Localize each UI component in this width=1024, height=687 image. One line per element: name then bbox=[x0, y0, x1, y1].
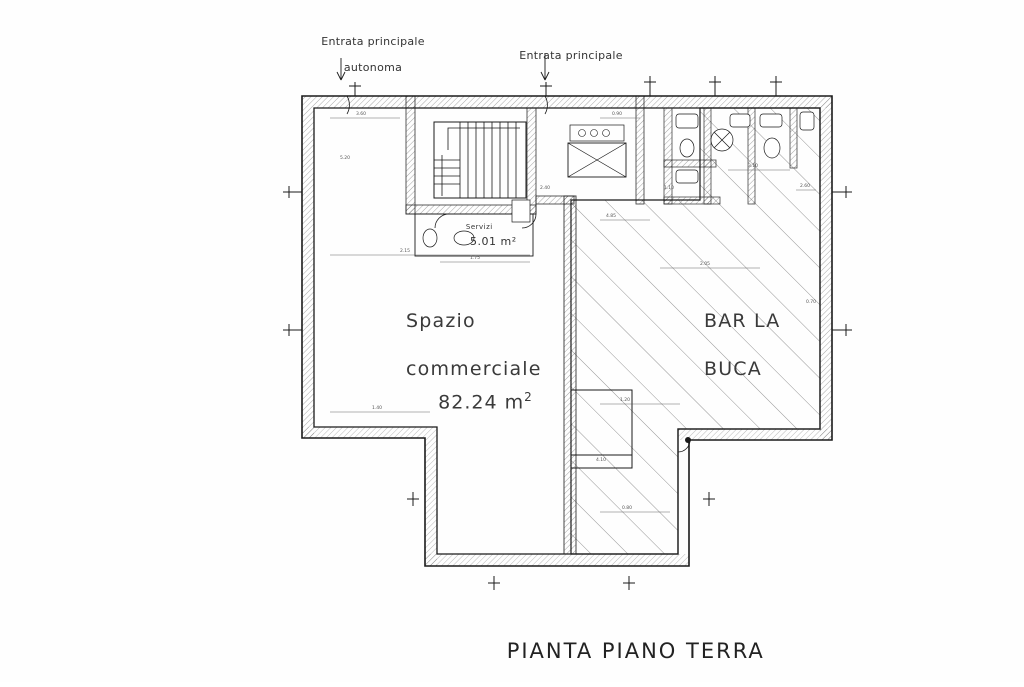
bathroom-label-text: Servizi bbox=[465, 223, 493, 231]
dimension-text: 0.90 bbox=[612, 112, 623, 117]
dimension-text: 1.40 bbox=[372, 406, 383, 411]
room-label-line2: commerciale bbox=[405, 358, 542, 380]
dimension-text: 1.10 bbox=[664, 186, 675, 191]
annotation-line1: Entrata principale bbox=[321, 35, 425, 48]
bathroom-area bbox=[454, 222, 517, 261]
dimension-text: 2.05 bbox=[700, 262, 711, 267]
dimension-text: 3.10 bbox=[748, 164, 759, 169]
annotation-entrata-autonoma bbox=[306, 22, 425, 87]
room-label-line1: BAR LA bbox=[703, 310, 781, 332]
staircase bbox=[434, 122, 526, 198]
dimension-text: 4.10 bbox=[596, 458, 607, 463]
drawing-title-text: PIANTA PIANO TERRA bbox=[506, 639, 765, 663]
room-label-line1: Spazio bbox=[405, 310, 476, 332]
dimension-text: 2.60 bbox=[800, 184, 811, 189]
annotation-line2: autonoma bbox=[343, 61, 403, 74]
dimension-text: 1.75 bbox=[470, 256, 481, 261]
dimension-text: 2.40 bbox=[540, 186, 551, 191]
dimension-text: 2.15 bbox=[400, 249, 411, 254]
dimension-text: 3.60 bbox=[356, 112, 367, 117]
dimension-text: 5.20 bbox=[340, 156, 351, 161]
bathroom-area-text: 5.01 m² bbox=[470, 235, 517, 248]
room-label-bar-la-buca bbox=[675, 285, 780, 405]
dimension-text: 4.85 bbox=[606, 214, 617, 219]
dimension-text: 1.20 bbox=[620, 398, 631, 403]
annotation-entrata-principale bbox=[504, 36, 623, 75]
annotation-line1: Entrata principale bbox=[519, 49, 623, 62]
dimension-text: 0.80 bbox=[622, 506, 633, 511]
dimension-text: 0.70 bbox=[806, 300, 817, 305]
area-value: 82.24 m bbox=[438, 391, 525, 414]
drawing-title bbox=[472, 615, 765, 687]
area-unit-exponent: 2 bbox=[524, 390, 533, 404]
area-label-spazio-commerciale bbox=[410, 368, 533, 435]
room-label-line2: BUCA bbox=[703, 358, 762, 380]
